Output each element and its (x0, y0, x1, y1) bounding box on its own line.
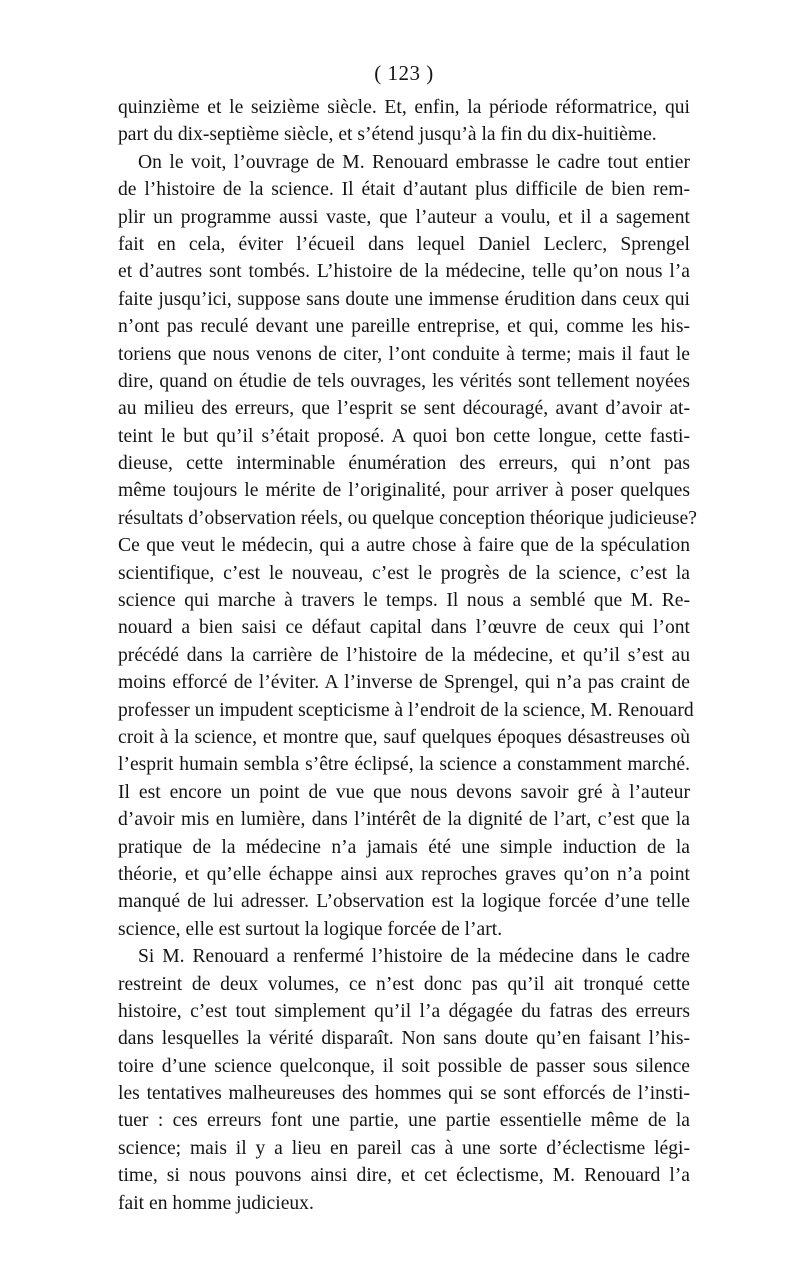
text-line: toire d’une science quelconque, il soit possible de passer sous silence (118, 1055, 690, 1077)
text-line: manqué de lui adresser. L’observation est la logique forcée d’une telle (118, 891, 690, 913)
text-line: théorie, et qu’elle échappe ainsi aux reproches graves qu’on n’a point (118, 863, 690, 885)
text-line: Il est encore un point de vue que nous devons savoir gré à l’auteur (118, 781, 690, 803)
text-line: tuer : ces erreurs font une partie, une partie essentielle même de la (118, 1110, 690, 1132)
text-line: résultats d’observation réels, ou quelque conception théorique judicieuse? (118, 507, 697, 529)
text-line: science qui marche à travers le temps. Il nous a semblé que M. Re- (118, 590, 690, 612)
text-line: Ce que veut le médecin, qui a autre chose à faire que de la spéculation (118, 535, 690, 557)
text-line: restreint de deux volumes, ce n’est donc pas qu’il ait tronqué cette (118, 973, 690, 995)
text-line: nouard a bien saisi ce défaut capital dans l’œuvre de ceux qui l’ont (118, 617, 690, 639)
text-line: toriens que nous venons de citer, l’ont conduite à terme; mais il faut le (118, 343, 690, 365)
text-line: plir un programme aussi vaste, que l’auteur a voulu, et il a sagement (118, 206, 690, 228)
text-line: quinzième et le seizième siècle. Et, enfin, la période réformatrice, qui (118, 97, 690, 118)
text-line: Si M. Renouard a renfermé l’histoire de la médecine dans le cadre (138, 946, 690, 968)
body-text (118, 94, 697, 1217)
text-line: histoire, c’est tout simplement qu’il l’a dégagée du fatras des erreurs (118, 1000, 690, 1022)
text-line: part du dix-septième siècle, et s’étend jusqu’à la fin du dix-huitième. (118, 124, 657, 146)
text-line: On le voit, l’ouvrage de M. Renouard embrasse le cadre tout entier (138, 151, 690, 173)
text-line: d’avoir mis en lumière, dans l’intérêt de la dignité de l’art, c’est que la (118, 809, 690, 831)
text-line: science; mais il y a lieu en pareil cas à une sorte d’éclectisme légi- (118, 1137, 690, 1159)
book-page (118, 60, 697, 1217)
text-line: au milieu des erreurs, que l’esprit se sent découragé, avant d’avoir at- (118, 398, 690, 420)
text-line: n’ont pas reculé devant une pareille entreprise, et qui, comme les his- (118, 316, 690, 338)
text-line: professer un impudent scepticisme à l’endroit de la science, M. Renouard (118, 699, 694, 721)
text-line: les tentatives malheureuses des hommes qui se sont efforcés de l’insti- (118, 1083, 690, 1105)
text-line: précédé dans la carrière de l’histoire de la médecine, et qu’il s’est au (118, 644, 690, 666)
text-line: dire, quand on étudie de tels ouvrages, les vérités sont tellement noyées (118, 370, 690, 392)
text-line: fait en homme judicieux. (118, 1192, 314, 1214)
text-line: dans lesquelles la vérité disparaît. Non sans doute qu’en faisant l’his- (118, 1028, 690, 1050)
text-line: même toujours le mérite de l’originalité, pour arriver à poser quelques (118, 480, 690, 502)
text-line: dieuse, cette interminable énumération des erreurs, qui n’ont pas (118, 453, 690, 475)
text-line: moins efforcé de l’éviter. A l’inverse de Sprengel, qui n’a pas craint de (118, 672, 690, 694)
text-line: pratique de la médecine n’a jamais été une simple induction de la (118, 836, 690, 858)
text-line: fait en cela, éviter l’écueil dans lequel Daniel Leclerc, Sprengel (118, 233, 690, 255)
text-line: faite jusqu’ici, suppose sans doute une immense érudition dans ceux qui (118, 288, 690, 310)
text-line: teint le but qu’il s’était proposé. A quoi bon cette longue, cette fasti- (118, 425, 690, 447)
text-line: time, si nous pouvons ainsi dire, et cet éclectisme, M. Renouard l’a (118, 1165, 690, 1187)
page-number: ( 123 ) (374, 61, 434, 85)
text-line: science, elle est surtout la logique forcée de l’art. (118, 918, 503, 940)
text-line: l’esprit humain sembla s’être éclipsé, la science a constamment marché. (118, 754, 690, 776)
text-line: scientifique, c’est le nouveau, c’est le progrès de la science, c’est la (118, 562, 690, 584)
text-line: de l’histoire de la science. Il était d’autant plus difficile de bien rem- (118, 179, 690, 201)
text-line: et d’autres sont tombés. L’histoire de la médecine, telle qu’on nous l’a (118, 261, 690, 283)
text-line: croit à la science, et montre que, sauf quelques époques désastreuses où (118, 726, 690, 748)
